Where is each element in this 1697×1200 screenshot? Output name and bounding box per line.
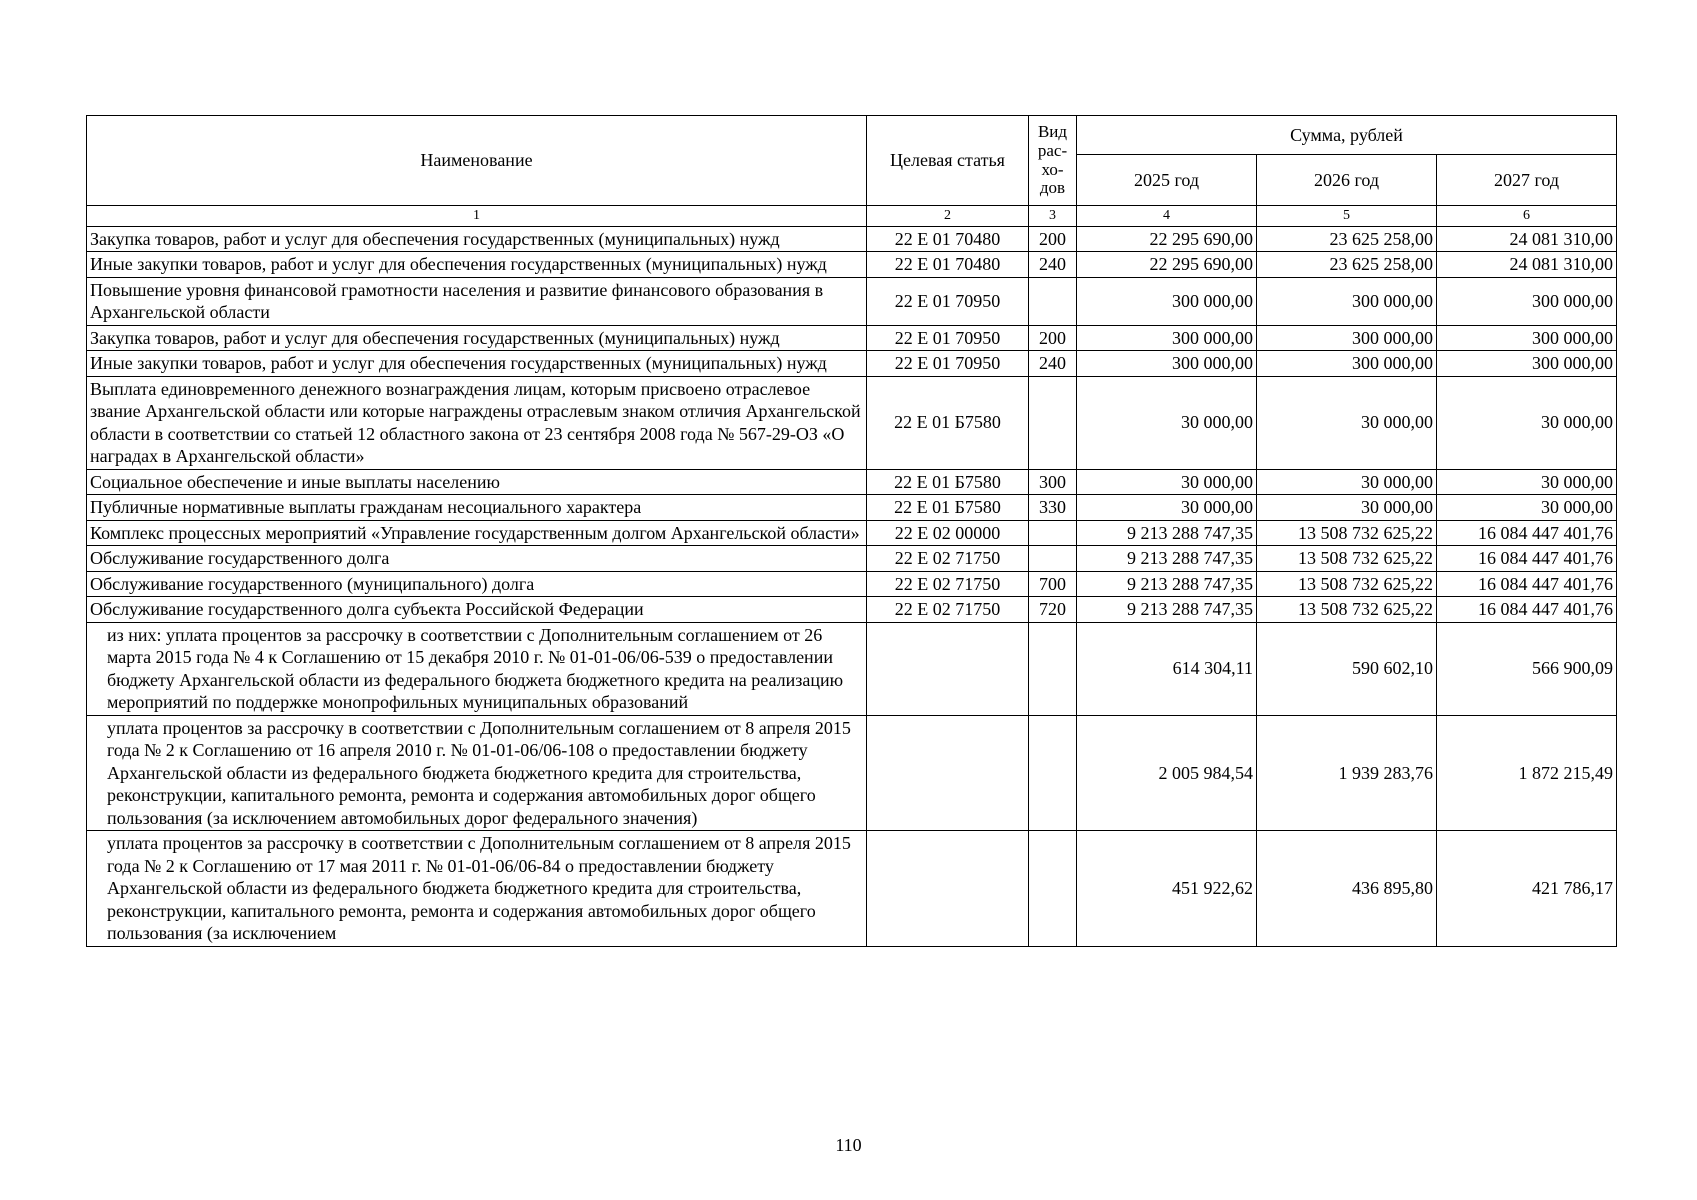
row-name: Социальное обеспечение и иные выплаты населению [87,469,867,495]
row-name: Комплекс процессных мероприятий «Управление государственным долгом Архангельской области» [87,520,867,546]
table-row [87,831,1617,947]
row-sum-2025: 9 213 288 747,35 [1077,571,1257,597]
row-sum-2025: 2 005 984,54 [1077,715,1257,831]
row-code: 22 Е 02 71750 [867,546,1029,572]
row-sum-2026: 300 000,00 [1257,351,1437,377]
header-year-2026: 2026 год [1257,155,1437,206]
row-sum-2026: 1 939 283,76 [1257,715,1437,831]
row-sum-2025: 9 213 288 747,35 [1077,520,1257,546]
table-row [87,351,1617,377]
table-row [87,546,1617,572]
row-sum-2025: 300 000,00 [1077,277,1257,325]
header-kind: Вид рас-хо-дов [1029,116,1077,206]
row-sum-2025: 30 000,00 [1077,495,1257,521]
row-sum-2026: 30 000,00 [1257,495,1437,521]
row-sum-2027: 1 872 215,49 [1437,715,1617,831]
row-name: Иные закупки товаров, работ и услуг для обеспечения государственных (муниципальных) нужд [87,351,867,377]
row-name: Закупка товаров, работ и услуг для обеспечения государственных (муниципальных) нужд [87,325,867,351]
table-row [87,495,1617,521]
row-code: 22 Е 01 Б7580 [867,376,1029,469]
row-sum-2026: 13 508 732 625,22 [1257,546,1437,572]
row-sum-2025: 9 213 288 747,35 [1077,597,1257,623]
row-name: уплата процентов за рассрочку в соответствии с Дополнительным соглашением от 8 апреля 2015 года № 2 к Соглашению от 16 апреля 2010 г. № 01-01-06/06-108 о предоставлении бюджету Архангельской области из федерального бюджета бюджетного кредита для строительства, реконструкции, капитального ремонта, ремонта и содержания автомобильных дорог общего пользования (за исключением автомобильных дорог федерального значения) [87,715,867,831]
row-name: из них: уплата процентов за рассрочку в соответствии с Дополнительным соглашением от 26 марта 2015 года № 4 к Соглашению от 15 декабря 2010 г. № 01-01-06/06-539 о предоставлении бюджету Архангельской области из федерального бюджета бюджетного кредита на реализацию мероприятий по поддержке монопрофильных муниципальных образований [87,622,867,715]
row-sum-2027: 30 000,00 [1437,469,1617,495]
row-code: 22 Е 01 Б7580 [867,469,1029,495]
row-kind: 300 [1029,469,1077,495]
table-row [87,715,1617,831]
row-code: 22 Е 01 70480 [867,252,1029,278]
table-row [87,622,1617,715]
row-code: 22 Е 01 70950 [867,351,1029,377]
row-sum-2026: 30 000,00 [1257,469,1437,495]
table-row [87,469,1617,495]
row-sum-2026: 23 625 258,00 [1257,226,1437,252]
row-code: 22 Е 02 71750 [867,597,1029,623]
row-sum-2025: 22 295 690,00 [1077,252,1257,278]
row-sum-2025: 614 304,11 [1077,622,1257,715]
row-sum-2026: 23 625 258,00 [1257,252,1437,278]
row-name: Повышение уровня финансовой грамотности населения и развитие финансового образования в Архангельской области [87,277,867,325]
row-kind: 720 [1029,597,1077,623]
row-code [867,622,1029,715]
table-row [87,520,1617,546]
row-sum-2025: 451 922,62 [1077,831,1257,947]
row-kind: 700 [1029,571,1077,597]
row-sum-2027: 300 000,00 [1437,277,1617,325]
row-sum-2026: 30 000,00 [1257,376,1437,469]
row-sum-2026: 13 508 732 625,22 [1257,571,1437,597]
row-sum-2026: 300 000,00 [1257,325,1437,351]
row-name: Иные закупки товаров, работ и услуг для обеспечения государственных (муниципальных) нужд [87,252,867,278]
row-sum-2025: 300 000,00 [1077,325,1257,351]
row-sum-2027: 16 084 447 401,76 [1437,520,1617,546]
header-row-top [87,116,1617,155]
budget-table [86,115,1617,947]
row-kind [1029,715,1077,831]
column-number: 2 [867,206,1029,227]
row-sum-2027: 16 084 447 401,76 [1437,571,1617,597]
header-name: Наименование [87,116,867,206]
row-sum-2027: 300 000,00 [1437,351,1617,377]
row-sum-2025: 9 213 288 747,35 [1077,546,1257,572]
row-name: Обслуживание государственного долга [87,546,867,572]
page-number: 110 [835,1135,862,1155]
row-code [867,715,1029,831]
column-numbers-row [87,206,1617,227]
row-sum-2026: 300 000,00 [1257,277,1437,325]
row-name: уплата процентов за рассрочку в соответствии с Дополнительным соглашением от 8 апреля 2015 года № 2 к Соглашению от 17 мая 2011 г. № 01-01-06/06-84 о предоставлении бюджету Архангельской области из федерального бюджета бюджетного кредита для строительства, реконструкции, капитального ремонта, ремонта и содержания автомобильных дорог общего пользования (за исключением [87,831,867,947]
row-kind [1029,831,1077,947]
table-row [87,252,1617,278]
row-sum-2027: 16 084 447 401,76 [1437,546,1617,572]
table-row [87,597,1617,623]
column-number: 3 [1029,206,1077,227]
row-sum-2026: 13 508 732 625,22 [1257,520,1437,546]
row-sum-2027: 30 000,00 [1437,495,1617,521]
column-number: 1 [87,206,867,227]
row-kind [1029,546,1077,572]
row-kind [1029,520,1077,546]
row-sum-2027: 24 081 310,00 [1437,252,1617,278]
row-name: Обслуживание государственного долга субъекта Российской Федерации [87,597,867,623]
row-sum-2027: 30 000,00 [1437,376,1617,469]
row-sum-2027: 24 081 310,00 [1437,226,1617,252]
row-name: Обслуживание государственного (муниципального) долга [87,571,867,597]
row-name: Закупка товаров, работ и услуг для обеспечения государственных (муниципальных) нужд [87,226,867,252]
header-year-2027: 2027 год [1437,155,1617,206]
row-code: 22 Е 02 00000 [867,520,1029,546]
column-number: 6 [1437,206,1617,227]
row-sum-2026: 590 602,10 [1257,622,1437,715]
row-sum-2027: 566 900,09 [1437,622,1617,715]
row-sum-2026: 13 508 732 625,22 [1257,597,1437,623]
row-kind: 200 [1029,325,1077,351]
table-row [87,277,1617,325]
row-code: 22 Е 01 Б7580 [867,495,1029,521]
row-sum-2027: 16 084 447 401,76 [1437,597,1617,623]
row-kind [1029,277,1077,325]
table-row [87,325,1617,351]
column-number: 5 [1257,206,1437,227]
row-kind: 240 [1029,252,1077,278]
header-sum: Сумма, рублей [1077,116,1617,155]
row-kind: 330 [1029,495,1077,521]
column-number: 4 [1077,206,1257,227]
row-name: Выплата единовременного денежного вознаграждения лицам, которым присвоено отраслевое звание Архангельской области или которые награждены отраслевым знаком отличия Архангельской области в соответствии со статьей 12 областного закона от 23 сентября 2008 года № 567-29-ОЗ «О наградах в Архангельской области» [87,376,867,469]
row-sum-2027: 421 786,17 [1437,831,1617,947]
row-sum-2025: 30 000,00 [1077,376,1257,469]
header-code: Целевая статья [867,116,1029,206]
row-sum-2025: 30 000,00 [1077,469,1257,495]
row-kind: 240 [1029,351,1077,377]
row-code: 22 Е 01 70950 [867,325,1029,351]
row-code: 22 Е 01 70480 [867,226,1029,252]
row-code [867,831,1029,947]
row-code: 22 Е 02 71750 [867,571,1029,597]
row-sum-2026: 436 895,80 [1257,831,1437,947]
row-kind: 200 [1029,226,1077,252]
table-row [87,571,1617,597]
table-row [87,226,1617,252]
row-sum-2025: 300 000,00 [1077,351,1257,377]
row-name: Публичные нормативные выплаты гражданам несоциального характера [87,495,867,521]
row-kind [1029,622,1077,715]
header-year-2025: 2025 год [1077,155,1257,206]
row-sum-2025: 22 295 690,00 [1077,226,1257,252]
table-row [87,376,1617,469]
row-code: 22 Е 01 70950 [867,277,1029,325]
row-kind [1029,376,1077,469]
row-sum-2027: 300 000,00 [1437,325,1617,351]
